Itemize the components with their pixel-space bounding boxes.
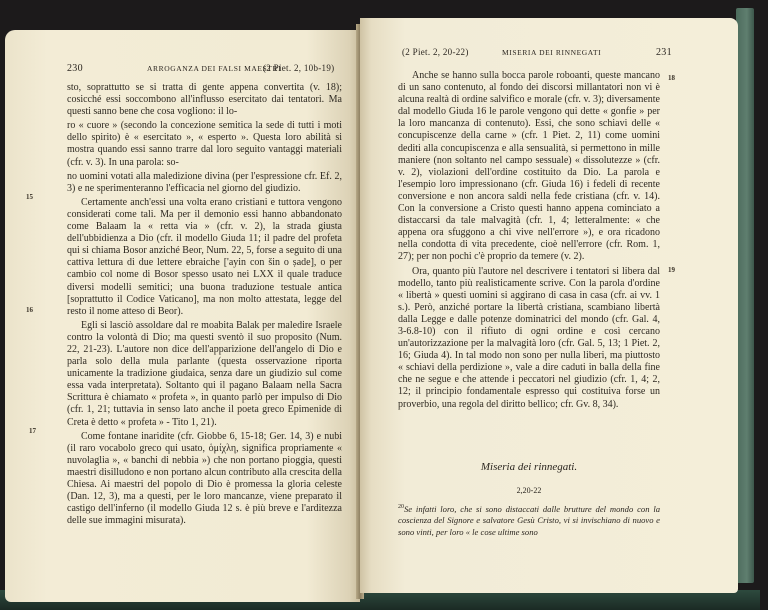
paragraph: ro « cuore » (secondo la concezione semitica la sede di tutti i moti dello spirito) è « esercitato », « esperto ». Questa loro abilità si mostra quando essi sanno trarre dal loro seguito vantaggi materiali (cfr. v. 3). In una parola: so- [67, 120, 342, 168]
left-page-body [67, 82, 342, 602]
right-page-reference: (2 Piet. 2, 20-22) [402, 47, 469, 57]
margin-number: 19 [668, 266, 675, 274]
left-page-running-title: ARROGANZA DEI FALSI MAESTRI [147, 64, 282, 73]
section-title: Miseria dei rinnegati. [480, 461, 578, 473]
left-page-header [67, 63, 357, 74]
verse-text [398, 502, 660, 538]
paragraph: no uomini votati alla maledizione divina (per l'espressione cfr. Ef. 2, 3) e ne sperimenteranno l'efficacia nel giorno del giudizio. [67, 170, 342, 194]
left-page-reference: (2 Piet. 2, 10b-19) [263, 63, 335, 73]
left-page [5, 30, 360, 602]
paragraph: Ora, quanto più l'autore nel descrivere i tentatori si libera dal modello, tanto più realisticamente scrive. Con la parola d'ordine « libertà » questi uomini si aggirano di casa in casa (cfr. ai vv. 1 s.). Però, anziché portare la libertà cristiana, scambiano libertà dalla Legge e dalle potenze dominatrici del mondo (cfr. Gal. 4, 3-6.8-10) con il rifiuto di ogni ordine e così cercano un'autorizzazione per la malvagità loro (cfr. Gal. 5, 13; 1 Piet. 2, 16; Giuda 4). In tal modo non sono per nulla liberi, ma piuttosto « schiavi della perdizione », vale a dire caduti in balla della fine che ne segue e che attende i peccatori nel giudizio (cfr. 1, 4; 2, 12; il principio fondamentale espresso qui costituiva forse un proverbio, una regola del diritto bellico; cfr. Gv. 8, 34). [398, 265, 660, 410]
margin-number: 18 [668, 74, 675, 82]
book-cover-edge [736, 8, 754, 583]
right-page-body [398, 70, 660, 440]
section-reference: 2,20-22 [516, 486, 542, 495]
paragraph: sto, soprattutto se si tratta di gente appena convertita (v. 18); cosicché essi soccombono all'influsso esercitato dai tentatori. Ma questi sanno bene che cosa vogliono: il lo- [67, 82, 342, 118]
left-page-number: 230 [67, 63, 83, 74]
paragraph: Certamente anch'essi una volta erano cristiani e tuttora vengono considerati come tali. Ma per il demonio essi hanno abbandonato come Balaam la « retta via » (cfr. v. 2), la strada giusta dell'ubbidienza a Dio (cfr. il modello Giuda 11; il padre del profeta qui si chiama Bosor anziché Beor, Num. 22, 5, forse a seguito di una cattiva lettura di due lettere ebraiche ['ayin con šin o ṣade], o per cambio col nome di Bosor spesso usato nei LXX il quale traduce diversi modelli semitici; una buona traduzione testuale antica [soprattutto il Codice Vaticano], ma non molto attestata, legge del resto il nome atteso di Beor). [67, 196, 342, 317]
margin-number: 17 [29, 427, 36, 435]
right-page-number: 231 [656, 47, 672, 58]
paragraph: Anche se hanno sulla bocca parole roboanti, queste mancano di un sano contenuto, al fondo dei discorsi millantatori non vi è alcuna realtà di ordine salvifico e morale (cfr. v. 3); diversamente dal modello Giuda 16 le parole vengono qui dette « gonfie » per la loro mancanza di contenuto). Essi, che sono schiavi delle « concupiscenze della carne » (cfr. 1 Piet. 2, 11) come uomini dediti alla concupiscenza e alla sensualità, si permettono in mille maniere (non soltanto nel campo sessuale) « dissolutezze » (cfr. v. 2), violazioni dell'ordine costituito da Dio. La parola e l'esempio loro impressionano (cfr. Giuda 16) i fedeli di recente conversione e non ancora saldi nella fede cristiana (cfr. v. 14). Con la conversione a Cristo questi hanno appena cominciato a distaccarsi da tale malvagità (cfr. 1, 4; letteralmente: « che appena ora sfuggono a chi vive nell'errore »), e ora ricadono nella condotta di vita precedente, cioè nell'errore (cfr. Rom. 1, 27); per non pochi c'è proprio da temere (v. 2). [398, 70, 660, 263]
margin-number: 16 [26, 306, 33, 314]
right-page-running-title: MISERIA DEI RINNEGATI [502, 48, 602, 57]
verse-body: Se infatti loro, che si sono distaccati dalle brutture del mondo con la coscienza del Signore e salvatore Gesù Cristo, vi si invischiano di nuovo e sono vinti, per loro « le cose ultime sono [398, 503, 660, 537]
margin-number: 15 [26, 193, 33, 201]
right-page-header [402, 47, 702, 57]
paragraph: Come fontane inaridite (cfr. Giobbe 6, 15-18; Ger. 14, 3) e nubi (il raro vocabolo greco qui usato, ὁμίχλη, significa propriamente « nuvolaglia », « banchi di nebbia ») che non portano pioggia, questi maestri disilludono e non portano alcun contributo alla crescita della Chiesa. Ai maestri del popolo di Dio è promessa la gloria celeste (Dan. 12, 3), ma a questi, per le loro mancanze, viene preparato il castigo dell'inferno (il modello Giuda 12 s. è più breve e l'arditezza delle sue immagini misurata). [67, 430, 342, 527]
verse-number: 20 [398, 504, 404, 510]
right-page [360, 18, 738, 593]
paragraph: Egli si lasciò assoldare dal re moabita Balak per maledire Israele contro la volontà di Dio; ma questi sventò il suo proposito (Num. 22, 21-23). L'autore non dice dell'apparizione dell'angelo di Dio e parla solo della mula parlante (questa osservazione riporta unicamente la tradizione giudaica, senza dare un giudizio sul come essa vada interpretata). Soltanto qui il pagano Balaam nella Sacra Scrittura è chiamato « profeta », in quanto parlò per impulso di Dio (cfr. 1, 21; tuttavia in senso lato anche il poeta greco Epimenide di Creta è detto « profeta » - Tito 1, 21). [67, 319, 342, 428]
